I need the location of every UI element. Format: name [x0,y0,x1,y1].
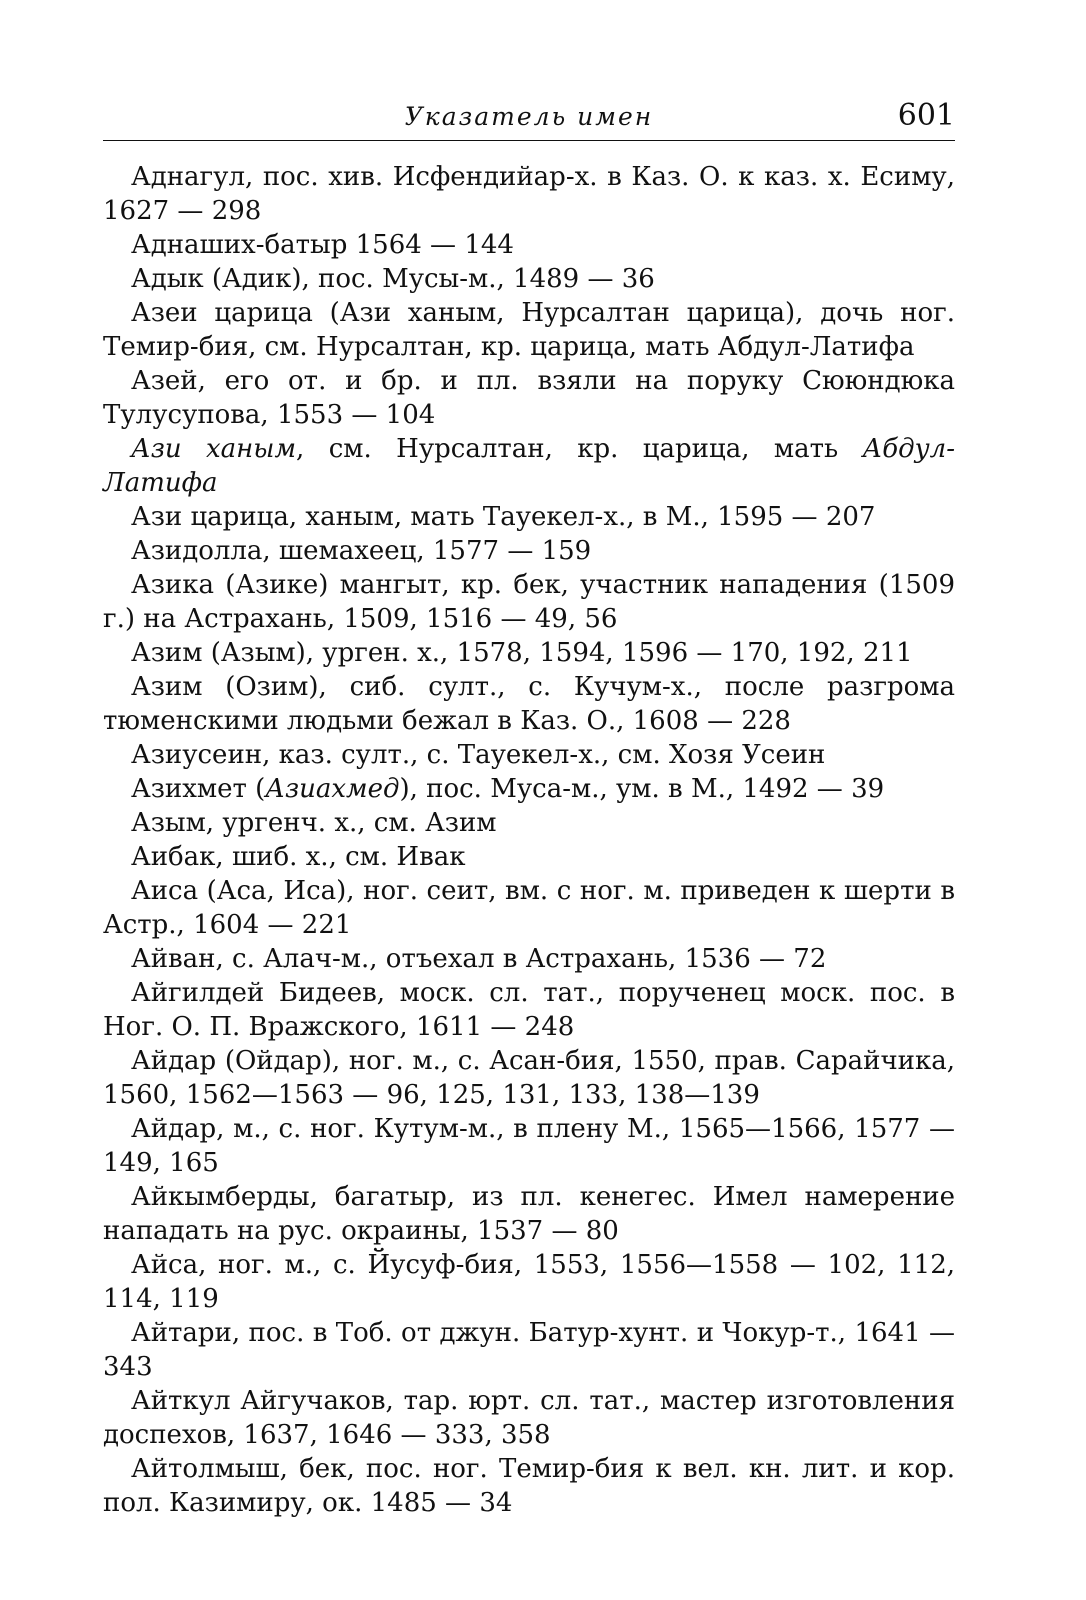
index-entry: Айткул Айгучаков, тар. юрт. сл. тат., мастер изготовления доспехов, 1637, 1646 — 333, 358 [103,1386,955,1450]
entry-text: ), пос. Муса-м., ум. в М., 1492 — 39 [399,774,885,804]
running-header [103,96,955,140]
index-entry: Айкымберды, багатыр, из пл. кенегес. Имел намерение нападать на рус. окраины, 1537 — 80 [103,1182,955,1246]
index-entry: Азым, ургенч. х., см. Азим [131,808,497,838]
index-entry: Азим (Азым), урген. х., 1578, 1594, 1596 — 170, 192, 211 [131,638,913,668]
index-entry: Айтари, пос. в Тоб. от джун. Батур-хунт. и Чокур-т., 1641 — 343 [103,1318,955,1382]
header-rule [103,140,955,141]
index-entry: Айван, с. Алач-м., отъехал в Астрахань, 1536 — 72 [131,944,827,974]
index-entry [103,432,955,500]
index-entry: Аднаших-батыр 1564 — 144 [131,230,514,260]
entry-text: Азихмет ( [131,774,266,804]
index-entry: Азеи царица (Ази ханым, Нурсалтан царица), дочь ног. Темир-бия, см. Нурсалтан, кр. царица, мать Абдул-Латифа [103,298,955,362]
index-entry: Айса, ног. м., с. Йусуф-бия, 1553, 1556—1558 — 102, 112, 114, 119 [103,1250,955,1314]
name-index [103,160,955,1520]
index-entry: Азидолла, шемахеец, 1577 — 159 [131,536,592,566]
index-entry: Азиусеин, каз. султ., с. Тауекел-х., см. Хозя Усеин [131,740,826,770]
index-entry: Аибак, шиб. х., см. Ивак [131,842,466,872]
running-title: Указатель имен [404,102,654,131]
index-entry: Азей, его от. и бр. и пл. взяли на поруку Сююндюка Тулусупова, 1553 — 104 [103,366,955,430]
index-entry: Азика (Азике) мангыт, кр. бек, участник нападения (1509 г.) на Астрахань, 1509, 1516 — 49, 56 [103,570,955,634]
index-entry: Айтолмыш, бек, пос. ног. Темир-бия к вел. кн. лит. и кор. пол. Казимиру, ок. 1485 — 34 [103,1454,955,1518]
index-entry: Айгилдей Бидеев, моск. сл. тат., порученец моск. пос. в Ног. О. П. Вражского, 1611 — 248 [103,978,955,1042]
index-entry: Айдар (Ойдар), ног. м., с. Асан-бия, 1550, прав. Сарайчика, 1560, 1562—1563 — 96, 125, 131, 133, 138—139 [103,1046,955,1110]
page-number: 601 [897,98,955,133]
index-entry: Аднагул, пос. хив. Исфендийар-х. в Каз. О. к каз. х. Есиму, 1627 — 298 [103,162,955,226]
entry-italic-name: Азиахмед [265,774,400,804]
entry-italic-name: Ази ханым [131,434,297,464]
index-entry: Азим (Озим), сиб. султ., с. Кучум-х., после разгрома тюменскими людьми бежал в Каз. О., 1608 — 228 [103,672,955,736]
index-entry [103,772,955,806]
index-entry: Айдар, м., с. ног. Кутум-м., в плену М., 1565—1566, 1577 — 149, 165 [103,1114,955,1178]
index-entry: Адык (Адик), пос. Мусы-м., 1489 — 36 [131,264,655,294]
index-entry: Аиса (Аса, Иса), ног. сеит, вм. с ног. м. приведен к шерти в Астр., 1604 — 221 [103,876,955,940]
entry-text: , см. Нурсалтан, кр. царица, мать [296,434,863,464]
entry-italic-ref: Абдул-Латифа [103,434,955,498]
index-entry: Ази царица, ханым, мать Тауекел-х., в М., 1595 — 207 [131,502,876,532]
